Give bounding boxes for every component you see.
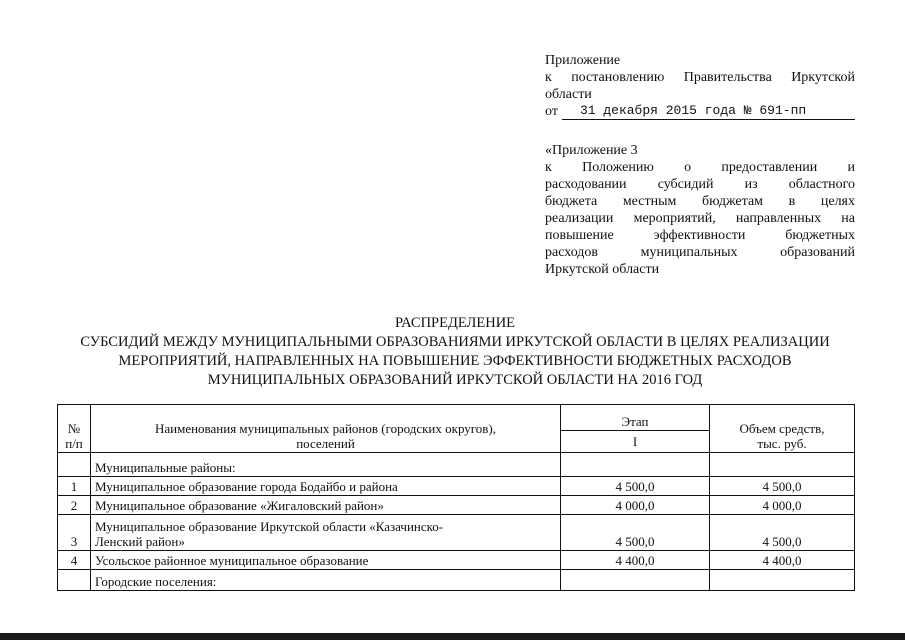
row-name-line-1: Муниципальное образование Иркутской области «Казачинско- (95, 519, 444, 534)
row-stage-value: 4 500,0 (561, 477, 710, 496)
scan-bottom-edge (0, 633, 905, 640)
table-row (58, 477, 855, 496)
section-districts: Муниципальные районы: (91, 453, 561, 477)
table-section-row (58, 570, 855, 591)
section-empty-cell (710, 570, 855, 591)
subsidy-table (57, 404, 855, 591)
table-header-row (58, 405, 855, 431)
row-number: 2 (58, 496, 91, 515)
annex-line-7: Иркутской области (545, 262, 660, 277)
heading-line-2: СУБСИДИЙ МЕЖДУ МУНИЦИПАЛЬНЫМИ ОБРАЗОВАНИЯМИ ИРКУТСКОЙ ОБЛАСТИ В ЦЕЛЯХ РЕАЛИЗАЦИИ (80, 334, 830, 350)
row-stage-value: 4 500,0 (561, 515, 710, 551)
header-name (91, 405, 561, 453)
approval-ref-prefix: от (545, 104, 558, 119)
annex-title: «Приложение 3 (545, 143, 638, 158)
header-number (58, 405, 91, 453)
section-empty-cell (561, 453, 710, 477)
row-number: 1 (58, 477, 91, 496)
annex-block (545, 142, 855, 278)
table-section-row (58, 453, 855, 477)
header-volume (710, 405, 855, 453)
header-stage: Этап (561, 405, 710, 431)
row-name: Усольское районное муниципальное образование (91, 551, 561, 570)
section-empty-cell (58, 453, 91, 477)
row-volume-value: 4 500,0 (710, 477, 855, 496)
row-stage-value: 4 400,0 (561, 551, 710, 570)
annex-line-4: реализации мероприятий, направленных на (545, 211, 855, 226)
header-number-line-2: п/п (65, 436, 83, 451)
document-heading (40, 314, 870, 390)
table-row (58, 496, 855, 515)
header-volume-line-2: тыс. руб. (757, 436, 807, 451)
annex-line-3: бюджета местным бюджетам в целях (545, 194, 855, 209)
approval-block (545, 52, 855, 120)
heading-line-3: МЕРОПРИЯТИЙ, НАПРАВЛЕННЫХ НА ПОВЫШЕНИЕ ЭФФЕКТИВНОСТИ БЮДЖЕТНЫХ РАСХОДОВ (118, 353, 792, 369)
table-row (58, 515, 855, 551)
section-empty-cell (710, 453, 855, 477)
row-number: 4 (58, 551, 91, 570)
annex-line-1: к Положению о предоставлении и (545, 160, 855, 175)
section-settlements: Городские поселения: (91, 570, 561, 591)
header-volume-line-1: Объем средств, (739, 421, 825, 436)
row-name (91, 515, 561, 551)
row-number: 3 (58, 515, 91, 551)
header-name-line-2: поселений (296, 436, 355, 451)
row-name-line-2: Ленский район» (95, 534, 185, 549)
heading-line-1: РАСПРЕДЕЛЕНИЕ (394, 315, 516, 331)
approval-line-2: к постановлению Правительства Иркутской (545, 70, 855, 85)
section-empty-cell (58, 570, 91, 591)
approval-ref-value: 31 декабря 2015 года № 691-пп (562, 103, 855, 120)
header-name-line-1: Наименования муниципальных районов (городских округов), (154, 421, 496, 436)
section-empty-cell (561, 570, 710, 591)
row-volume-value: 4 400,0 (710, 551, 855, 570)
approval-line-1: Приложение (545, 53, 621, 68)
row-name: Муниципальное образование города Бодайбо и района (91, 477, 561, 496)
heading-line-4: МУНИЦИПАЛЬНЫХ ОБРАЗОВАНИЙ ИРКУТСКОЙ ОБЛАСТИ НА 2016 ГОД (207, 372, 703, 388)
row-volume-value: 4 500,0 (710, 515, 855, 551)
row-name: Муниципальное образование «Жигаловский район» (91, 496, 561, 515)
approval-line-3: области (545, 87, 592, 102)
header-stage-sub: I (561, 431, 710, 453)
approval-reference (545, 103, 855, 120)
annex-line-5: повышение эффективности бюджетных (545, 228, 855, 243)
row-stage-value: 4 000,0 (561, 496, 710, 515)
annex-line-2: расходовании субсидий из областного (545, 177, 855, 192)
header-number-line-1: № (67, 421, 81, 436)
row-volume-value: 4 000,0 (710, 496, 855, 515)
annex-line-6: расходов муниципальных образований (545, 245, 855, 260)
table-row (58, 551, 855, 570)
